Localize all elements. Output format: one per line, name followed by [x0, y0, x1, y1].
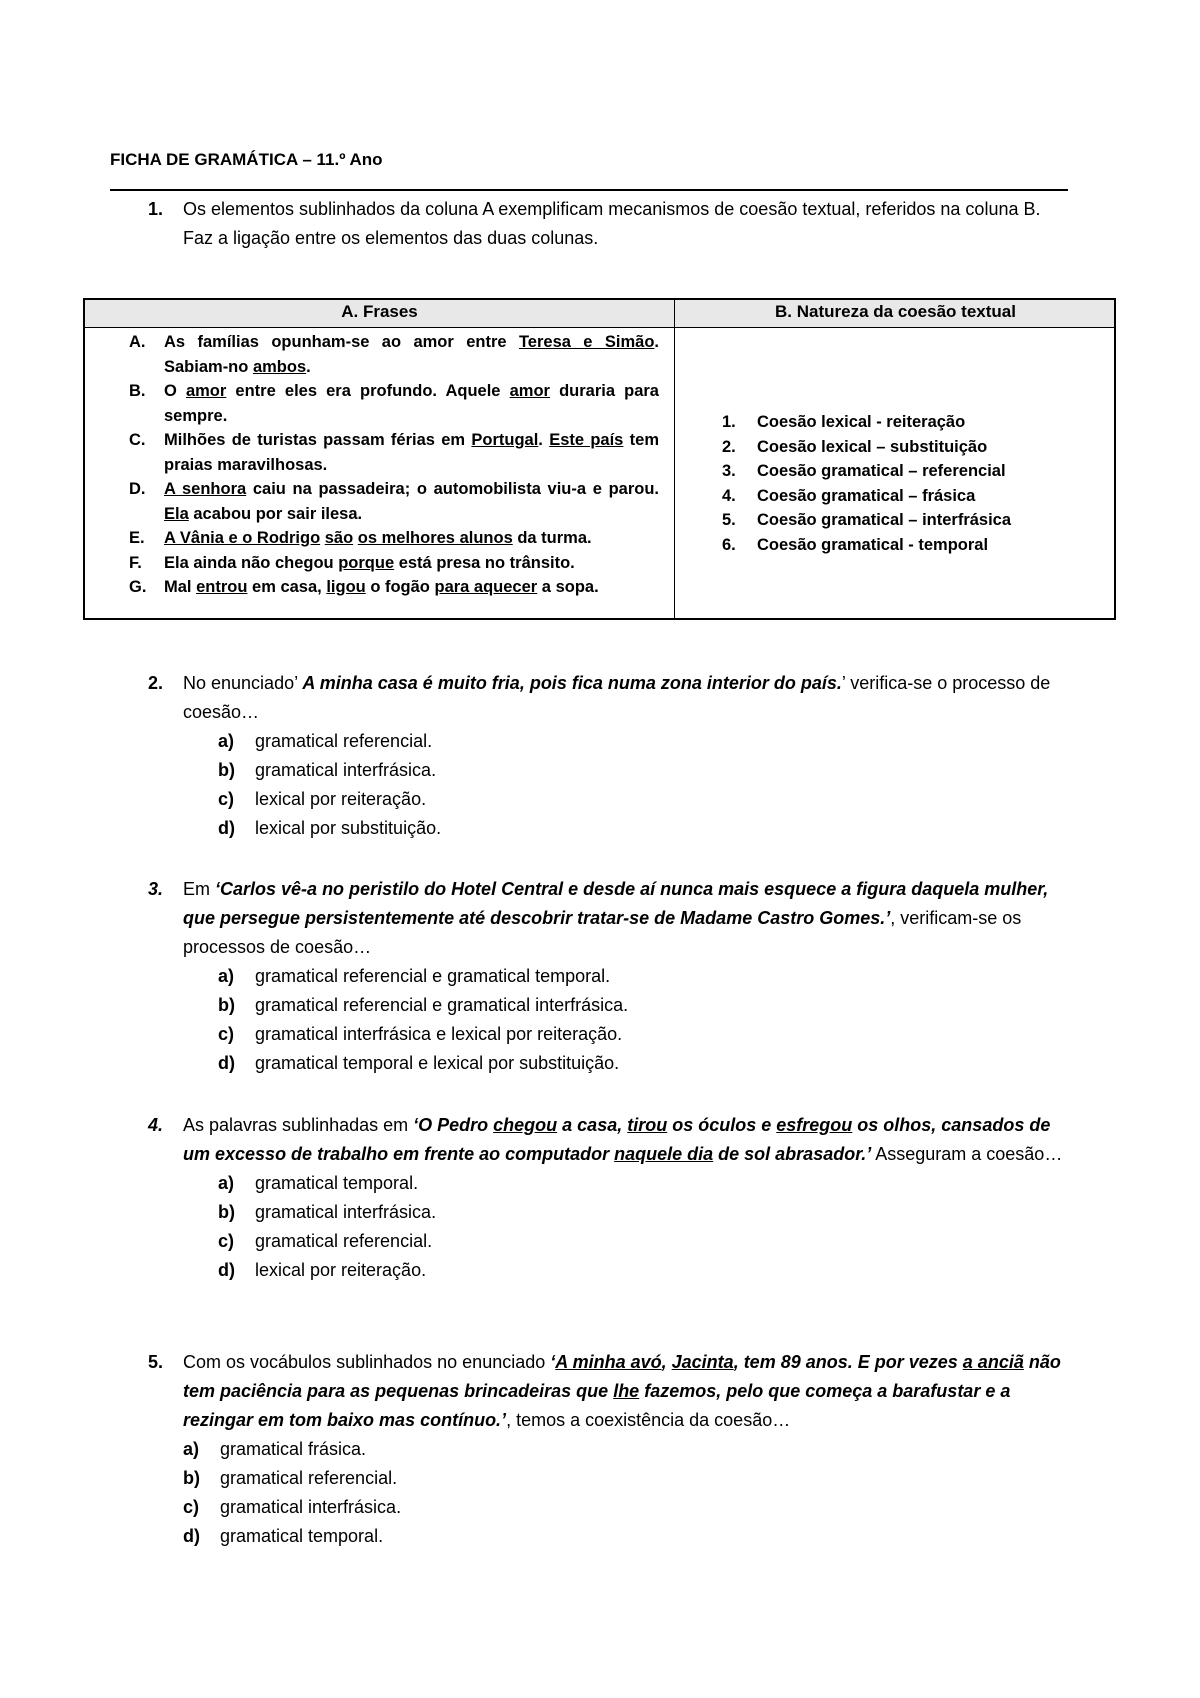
question-lead: Com os vocábulos sublinhados no enunciado: [183, 1352, 551, 1372]
option-item: [148, 1049, 1068, 1078]
option-item: [148, 1435, 1068, 1464]
underlined-term: são: [324, 529, 354, 547]
text-run: .: [538, 431, 550, 449]
frase-item: [129, 551, 659, 576]
underlined-term: entrou: [196, 578, 248, 596]
frase-item: [129, 379, 659, 428]
text-run: da turma.: [512, 529, 592, 547]
natureza-item: [722, 410, 1011, 435]
option-text: lexical por reiteração.: [255, 789, 427, 809]
option-letter: c): [183, 1497, 200, 1517]
question-2: [148, 669, 1068, 843]
option-text: lexical por reiteração.: [255, 1260, 427, 1280]
text-run: duraria para sempre.: [164, 382, 659, 425]
option-letter: a): [218, 731, 235, 751]
underlined-term: Jacinta: [671, 1352, 734, 1372]
text-run: a casa,: [557, 1115, 628, 1135]
question-tail: ’ verifica-se o processo de coesão…: [183, 673, 1051, 722]
option-letter: b): [218, 760, 235, 780]
question-number: 3.: [148, 879, 164, 899]
option-text: gramatical referencial e gramatical interfrásica.: [255, 995, 629, 1015]
underlined-term: ambos: [252, 357, 307, 376]
natureza-list: [722, 410, 1011, 558]
underlined-term: Ela: [164, 504, 189, 523]
option-text: gramatical referencial e gramatical temporal.: [255, 966, 611, 986]
text-run: está presa no trânsito.: [394, 553, 575, 572]
question-text: [183, 1348, 1068, 1435]
natureza-number: 4.: [722, 486, 736, 505]
natureza-item: [722, 459, 1011, 484]
option-letter: a): [183, 1439, 200, 1459]
option-letter: a): [218, 1173, 235, 1193]
frase-item: [129, 526, 659, 551]
natureza-item: [722, 533, 1011, 558]
question-4: [148, 1111, 1068, 1285]
natureza-label: Coesão gramatical – frásica: [757, 486, 976, 505]
question-lead: Em: [183, 879, 216, 899]
text-run: . Sabiam-no: [164, 333, 659, 376]
option-text: gramatical temporal.: [255, 1173, 419, 1193]
title-divider: [110, 189, 1068, 191]
underlined-term: ligou: [326, 578, 366, 596]
option-letter: b): [183, 1468, 200, 1488]
frase-letter: E.: [129, 529, 145, 547]
option-letter: c): [218, 1024, 235, 1044]
question-number: 2.: [148, 673, 164, 693]
natureza-number: 1.: [722, 413, 736, 431]
text-run: a sopa.: [537, 578, 599, 596]
column-a-header: A. Frases: [341, 302, 418, 321]
option-letter: c): [218, 789, 235, 809]
option-item: [148, 814, 1068, 843]
frases-list: [129, 330, 659, 600]
option-item: [148, 962, 1068, 991]
natureza-number: 6.: [722, 535, 736, 554]
option-item: [148, 1256, 1068, 1285]
matching-table: [83, 298, 1116, 620]
underlined-term: A senhora: [164, 480, 247, 498]
question-text: [183, 875, 1068, 962]
natureza-label: Coesão gramatical - temporal: [757, 535, 989, 554]
question-tail: , verificam-se os processos de coesão…: [183, 908, 1022, 957]
frase-letter: B.: [129, 382, 146, 400]
option-text: gramatical referencial.: [220, 1468, 398, 1488]
text-run: Ela ainda não chegou: [164, 553, 339, 572]
option-letter: d): [218, 1260, 235, 1280]
frase-item: [129, 575, 659, 600]
option-letter: b): [218, 995, 235, 1015]
text-run: ‘: [550, 1352, 556, 1372]
natureza-label: Coesão gramatical – interfrásica: [757, 511, 1012, 530]
natureza-item: [722, 484, 1011, 509]
natureza-label: Coesão lexical – substituição: [757, 437, 988, 456]
frase-letter: G.: [129, 578, 147, 596]
underlined-term: A minha avó: [555, 1352, 662, 1372]
underlined-term: naquele dia: [614, 1144, 714, 1164]
option-item: [148, 1198, 1068, 1227]
underlined-term: os melhores alunos: [357, 529, 513, 547]
frase-item: [129, 477, 659, 526]
option-item: [148, 1493, 1068, 1522]
text-run: caiu na passadeira; o automobilista viu-a e parou.: [246, 480, 659, 498]
underlined-term: amor: [509, 382, 550, 400]
option-item: [148, 1464, 1068, 1493]
question-tail: , temos a coexistência da coesão…: [506, 1410, 791, 1430]
frase-letter: F.: [129, 553, 142, 572]
option-letter: a): [218, 966, 235, 986]
natureza-number: 3.: [722, 462, 736, 481]
option-list: [148, 1435, 1068, 1551]
underlined-term: a anciã: [962, 1352, 1024, 1372]
text-run: os óculos e: [667, 1115, 777, 1135]
underlined-term: amor: [185, 382, 227, 400]
text-run: Mal: [164, 578, 197, 596]
underlined-term: A Vânia e o Rodrigo: [164, 529, 321, 547]
frase-item: [129, 428, 659, 477]
text-run: O: [164, 382, 186, 400]
frase-item: [129, 330, 659, 379]
natureza-item: [722, 508, 1011, 533]
frase-letter: D.: [129, 480, 146, 498]
natureza-number: 2.: [722, 437, 736, 456]
text-run: , tem 89 anos. E por vezes: [733, 1352, 963, 1372]
question-tail: Asseguram a coesão…: [871, 1144, 1063, 1164]
text-run: em casa,: [247, 578, 327, 596]
question-number: 1.: [148, 199, 164, 219]
text-run: ‘O Pedro: [413, 1115, 494, 1135]
option-list: [148, 727, 1068, 843]
option-text: gramatical referencial.: [255, 731, 433, 751]
option-letter: b): [218, 1202, 235, 1222]
question-5: [148, 1348, 1068, 1551]
natureza-number: 5.: [722, 511, 736, 530]
option-letter: d): [183, 1526, 200, 1546]
underlined-term: chegou: [493, 1115, 558, 1135]
option-letter: d): [218, 818, 235, 838]
column-divider: [674, 300, 675, 618]
question-text: [183, 669, 1068, 727]
underlined-term: esfregou: [776, 1115, 853, 1135]
option-item: [148, 756, 1068, 785]
text-run: entre eles era profundo. Aquele: [226, 382, 510, 400]
option-item: [148, 785, 1068, 814]
text-run: .: [306, 357, 311, 376]
text-run: Milhões de turistas passam férias em: [164, 431, 472, 449]
option-text: gramatical temporal e lexical por substituição.: [255, 1053, 620, 1073]
text-run: de sol abrasador.’: [713, 1144, 872, 1164]
question-quote: ‘Carlos vê-a no peristilo do Hotel Central e desde aí nunca mais esquece a figura daquela mulher, que persegue persistentemente até descobrir tratar-se de Madame Castro Gomes.’: [183, 879, 1049, 928]
option-text: gramatical frásica.: [220, 1439, 367, 1459]
underlined-term: porque: [338, 553, 395, 572]
frase-letter: A.: [129, 333, 146, 351]
question-number: 4.: [148, 1115, 164, 1135]
option-list: [148, 962, 1068, 1078]
option-text: gramatical interfrásica.: [255, 760, 437, 780]
question-lead: No enunciado’: [183, 673, 303, 693]
underlined-term: para aquecer: [434, 578, 538, 596]
question-3: [148, 875, 1068, 1078]
text-run: não tem paciência para as pequenas brincadeiras que: [183, 1352, 1061, 1401]
option-item: [148, 1522, 1068, 1551]
text-run: As famílias opunham-se ao amor entre: [164, 333, 519, 351]
natureza-label: Coesão gramatical – referencial: [757, 462, 1006, 481]
option-letter: d): [218, 1053, 235, 1073]
text-run: o fogão: [365, 578, 435, 596]
option-text: gramatical interfrásica e lexical por reiteração.: [255, 1024, 623, 1044]
underlined-term: Este país: [549, 431, 624, 449]
column-b-header: B. Natureza da coesão textual: [775, 302, 1016, 321]
option-text: gramatical temporal.: [220, 1526, 384, 1546]
option-text: gramatical interfrásica.: [220, 1497, 402, 1517]
question-quote: A minha casa é muito fria, pois fica numa zona interior do país.: [302, 673, 842, 693]
text-run: fazemos, pelo que começa a barafustar e a rezingar em tom baixo mas contínuo.’: [183, 1381, 1011, 1430]
option-item: [148, 1169, 1068, 1198]
option-list: [148, 1169, 1068, 1285]
option-text: gramatical referencial.: [255, 1231, 433, 1251]
natureza-item: [722, 435, 1011, 460]
option-text: lexical por substituição.: [255, 818, 442, 838]
underlined-term: lhe: [613, 1381, 640, 1401]
question-lead: As palavras sublinhadas em: [183, 1115, 414, 1135]
text-run: ,: [661, 1352, 672, 1372]
option-item: [148, 727, 1068, 756]
option-item: [148, 991, 1068, 1020]
underlined-term: Portugal: [471, 431, 539, 449]
question-text: [183, 1111, 1068, 1169]
question-text: Os elementos sublinhados da coluna A exemplificam mecanismos de coesão textual, referidos na coluna B. Faz a ligação entre os elementos das duas colunas.: [183, 199, 1041, 248]
option-item: [148, 1227, 1068, 1256]
text-run: acabou por sair ilesa.: [188, 504, 363, 523]
question-1: [148, 195, 1068, 253]
text-run: tem praias maravilhosas.: [164, 431, 659, 474]
natureza-label: Coesão lexical - reiteração: [757, 413, 966, 431]
underlined-term: Teresa e Simão: [518, 333, 655, 351]
option-item: [148, 1020, 1068, 1049]
text-run: os olhos, cansados de um excesso de trabalho em frente ao computador: [183, 1115, 1051, 1164]
page-title: FICHA DE GRAMÁTICA – 11.º Ano: [110, 150, 383, 169]
option-text: gramatical interfrásica.: [255, 1202, 437, 1222]
frase-letter: C.: [129, 431, 146, 449]
question-number: 5.: [148, 1352, 164, 1372]
underlined-term: tirou: [627, 1115, 668, 1135]
option-letter: c): [218, 1231, 235, 1251]
